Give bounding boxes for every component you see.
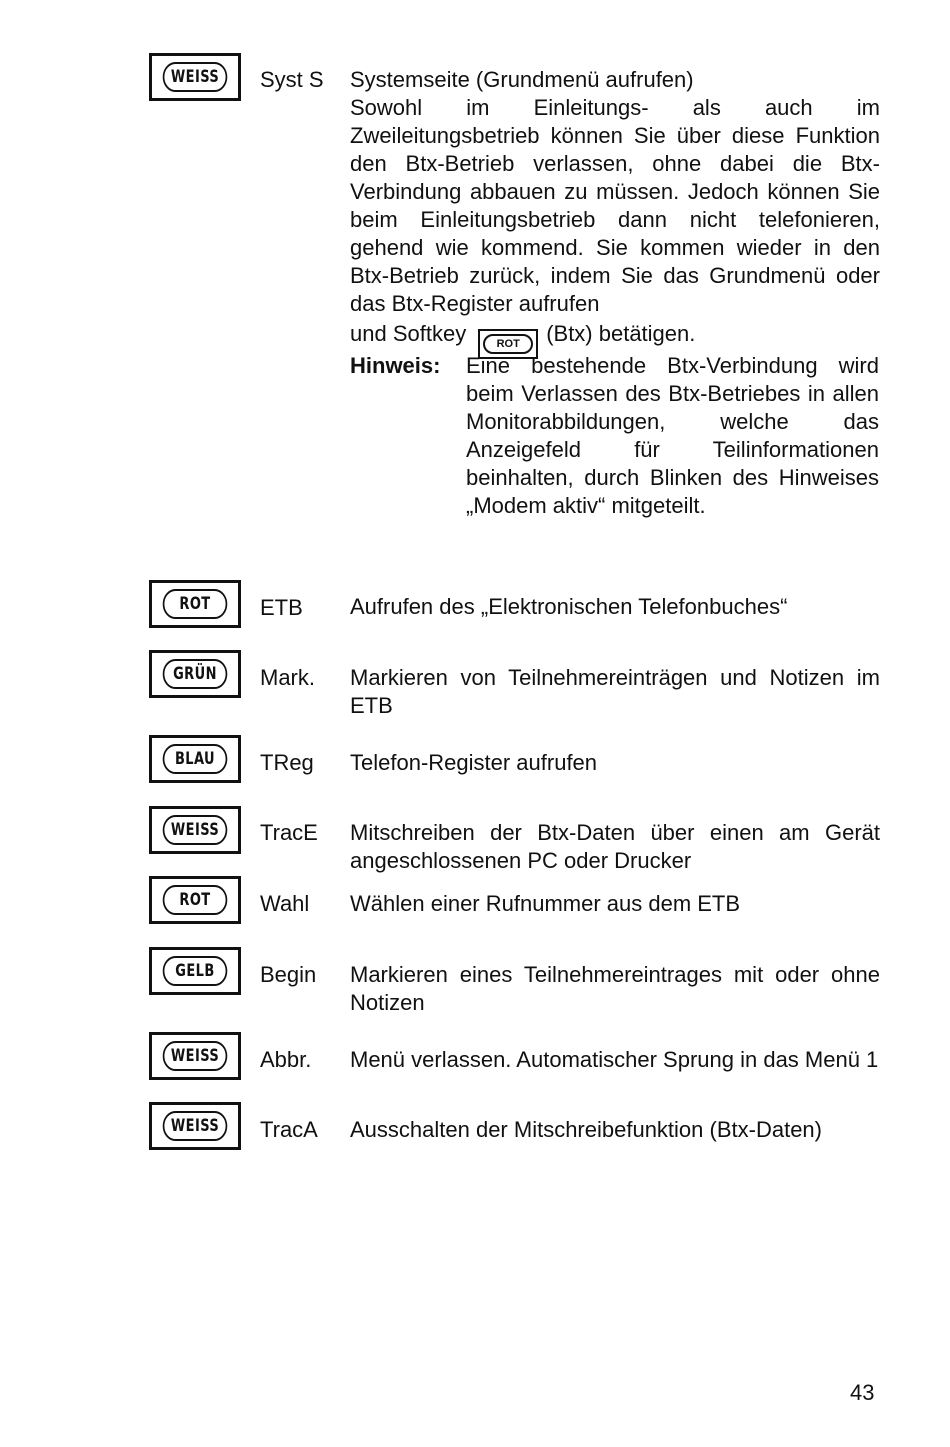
note-text: Eine bestehende Btx-Verbindung wird beim Verlassen des Btx-Betriebes in allen Monitorabbildungen, welche das Anzeigefeld für Teilinformationen beinhalten, durch Blinken des Hinweises „Modem aktiv“ mitgeteilt. [466,353,879,518]
softkey-prefix: und Softkey [350,321,467,346]
key-weiss-icon [149,53,241,101]
softkey-suffix: (Btx) betätigen. [546,321,696,346]
key-label: WEISS [163,1111,228,1141]
key-weiss-icon [149,1032,241,1080]
function-code: ETB [260,595,303,620]
function-code: TracA [260,1117,318,1142]
key-label: BLAU [163,744,228,774]
function-code: TracE [260,820,318,845]
function-code: Abbr. [260,1047,312,1072]
function-description: Markieren von Teilnehmereinträgen und Notizen im ETB [350,665,880,718]
function-description: Mitschreiben der Btx-Daten über einen am Gerät angeschlossenen PC oder Drucker [350,820,880,873]
function-description: Aufrufen des „Elektronischen Telefonbuches“ [350,594,788,619]
key-label: ROT [163,589,228,619]
key-rot-icon [149,876,241,924]
note-label: Hinweis: [350,353,441,378]
key-label: ROT [163,885,228,915]
function-code: TReg [260,750,314,775]
function-code: Begin [260,962,317,987]
key-label: WEISS [163,815,228,845]
function-description: Markieren eines Teilnehmereintrages mit oder ohne Notizen [350,962,880,1015]
key-rot-icon [149,580,241,628]
function-code: Wahl [260,891,310,916]
description-paragraph: Sowohl im Einleitungs- als auch im Zweileitungsbetrieb können Sie über diese Funktion den Btx-Betrieb verlassen, ohne dabei die Btx-Verbindung abbauen zu müssen. Jedoch können Sie beim Einleitungsbetrieb dann nicht telefonieren, gehend wie kommend. Sie kommen wieder in den Btx-Betrieb zurück, indem Sie das Grundmenü oder das Btx-Register aufrufen [350,95,880,316]
key-label: GELB [163,956,228,986]
function-description: Telefon-Register aufrufen [350,750,598,775]
key-label: WEISS [163,1041,228,1071]
key-label: WEISS [163,62,228,92]
key-gelb-icon [149,947,241,995]
function-description: Ausschalten der Mitschreibefunktion (Btx-Daten) [350,1117,822,1142]
function-description [350,66,880,359]
function-description: Wählen einer Rufnummer aus dem ETB [350,891,741,916]
page-number: 43 [850,1380,875,1405]
function-description: Menü verlassen. Automatischer Sprung in das Menü 1 [350,1047,879,1072]
key-blau-icon [149,735,241,783]
softkey-label: ROT [483,334,533,354]
key-label: GRÜN [163,659,228,689]
key-weiss-icon [149,1102,241,1150]
function-code: Syst S [260,67,324,92]
function-code: Mark. [260,665,315,690]
key-weiss-icon [149,806,241,854]
key-gruen-icon [149,650,241,698]
description-line: Systemseite (Grundmenü aufrufen) [350,67,694,92]
